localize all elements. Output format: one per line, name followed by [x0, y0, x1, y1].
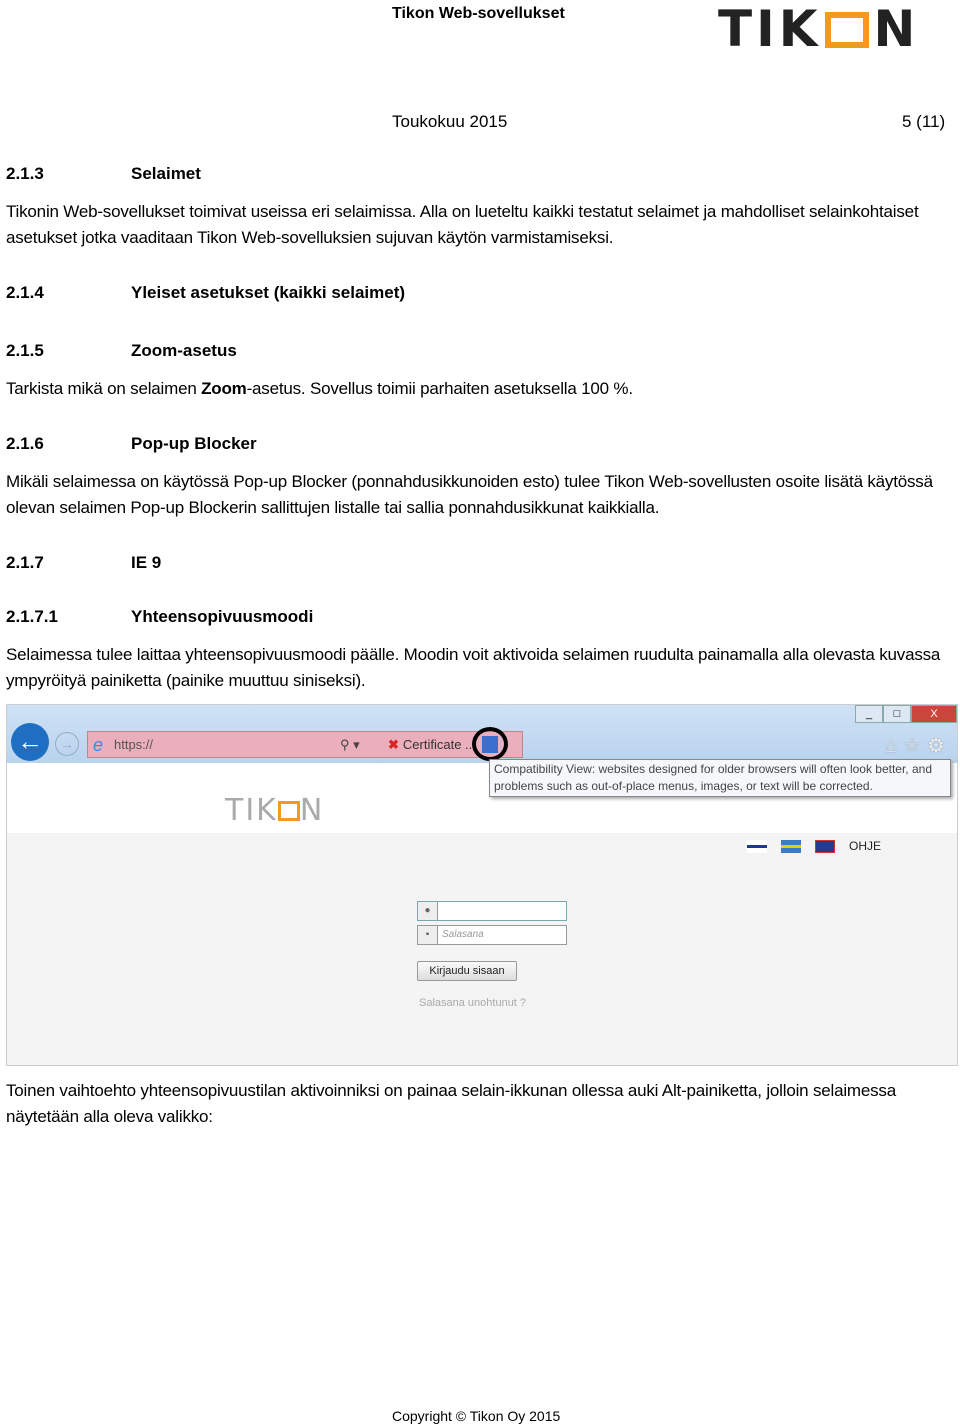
paragraph-selaimet: Tikonin Web-sovellukset toimivat useissa eri selaimissa. Alla on lueteltu kaikki testatut selaimet ja mahdolliset selainkohtaiset asetukset jotka vaaditaan Tikon Web-sovelluksien sujuvan käytön varmistamiseksi.	[6, 202, 919, 247]
login-button: Kirjaudu sisaan	[417, 961, 517, 981]
url-text: https://	[114, 737, 154, 752]
user-icon: ●	[418, 902, 438, 920]
username-field	[417, 901, 567, 921]
certificate-error: ✖ Certificate ...	[388, 737, 476, 752]
forgot-password-link: Salasana unohtunut ?	[419, 997, 527, 1009]
browser-screenshot	[6, 704, 958, 1066]
page-number: 5 (11)	[902, 112, 946, 131]
paragraph-zoom: Tarkista mikä on selaimen Zoom-asetus. Sovellus toimii parhaiten asetuksella 100 %.	[6, 379, 633, 398]
error-icon: ✖	[388, 737, 399, 752]
highlight-circle	[472, 727, 508, 761]
address-bar	[87, 731, 523, 758]
maximize-icon: □	[883, 705, 911, 723]
language-flags	[747, 839, 881, 853]
tikon-logo-small: TIK N	[225, 793, 325, 828]
header-date: Toukokuu 2015	[392, 112, 508, 131]
uk-flag-icon	[815, 840, 835, 853]
swedish-flag-icon	[781, 840, 801, 853]
paragraph-alt: Toinen vaihtoehto yhteensopivuustilan aktivoinniksi on painaa selain-ikkunan ollessa auki Alt-painiketta, jolloin selaimessa näytetään alla oleva valikko:	[6, 1081, 896, 1126]
compatibility-tooltip: Compatibility View: websites designed for older browsers will often look better, and problems such as out-of-place menus, images, or text will be corrected.	[489, 759, 951, 797]
minimize-icon: _	[855, 705, 883, 723]
heading-2-1-4: 2.1.4 Yleiset asetukset (kaikki selaimet)	[6, 283, 406, 302]
forward-arrow-icon: →	[55, 732, 79, 756]
finnish-flag-icon	[747, 840, 767, 853]
search-icon: ⚲ ▾	[340, 737, 360, 752]
heading-2-1-5: 2.1.5 Zoom-asetus	[6, 341, 237, 360]
window-controls	[855, 705, 957, 723]
paragraph-compat: Selaimessa tulee laittaa yhteensopivuusmoodi päälle. Moodin voit aktivoida selaimen ruudulta painamalla alla olevasta kuvassa ympyröityä painiketta (painike muuttuu siniseksi).	[6, 645, 941, 690]
header-title: Tikon Web-sovellukset	[392, 5, 565, 22]
heading-2-1-7-1: 2.1.7.1 Yhteensopivuusmoodi	[6, 607, 314, 626]
toolbar-icons: ⌂☆⚙	[885, 735, 951, 757]
heading-2-1-6: 2.1.6 Pop-up Blocker	[6, 434, 257, 453]
heading-2-1-3: 2.1.3 Selaimet	[6, 164, 201, 183]
tikon-logo: TIK N	[718, 0, 920, 58]
password-field: ▪ Salasana	[417, 925, 567, 945]
ie-icon: e	[93, 735, 104, 755]
heading-2-1-7: 2.1.7 IE 9	[6, 553, 162, 572]
close-icon: X	[911, 705, 957, 723]
paragraph-popup: Mikäli selaimessa on käytössä Pop-up Blocker (ponnahdusikkunoiden esto) tulee Tikon Web-sovellusten osoite lisätä käytössä olevan selaimen Pop-up Blockerin sallittujen listalle tai sallia ponnahdusikkunat kaikkialla.	[6, 472, 933, 517]
back-arrow-icon: ←	[11, 723, 49, 761]
help-link: OHJE	[849, 839, 882, 853]
footer-copyright: Copyright © Tikon Oy 2015	[392, 1408, 561, 1424]
lock-icon: ▪	[418, 926, 438, 944]
browser-toolbar	[7, 705, 957, 763]
